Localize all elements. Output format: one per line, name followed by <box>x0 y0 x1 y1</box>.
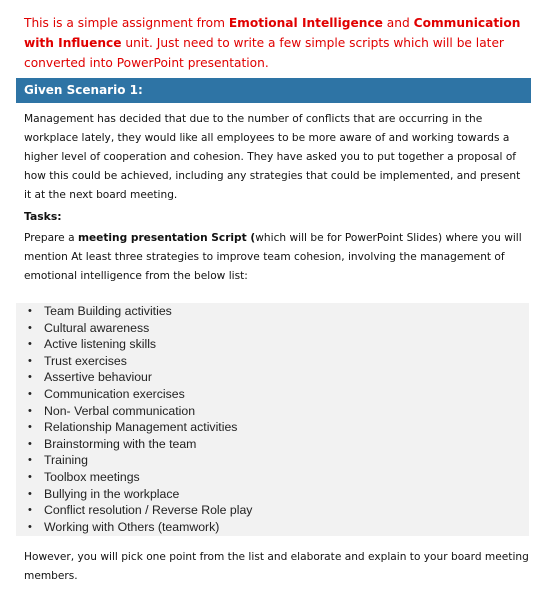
bullet-dot-icon: • <box>28 470 32 483</box>
bullet-dot-icon: • <box>28 305 32 317</box>
list-item-label: Trust exercises <box>44 353 127 368</box>
list-item <box>16 320 252 337</box>
list-item-label: Non- Verbal communication <box>44 403 196 418</box>
list-item <box>16 502 252 519</box>
intro-text-3: unit. Just need to write a few simple scripts which will be later converted into PowerPoint presentation. <box>24 36 504 70</box>
intro-bold-emotional-intelligence: Emotional Intelligence <box>228 16 383 30</box>
list-item <box>16 519 252 536</box>
tasks-suffix: which will be for PowerPoint Slides) where you will mention At least three strategies to improve team cohesion, involving the management of emotional intelligence from the below list: <box>24 232 522 282</box>
list-item-label: Toolbox meetings <box>44 469 140 484</box>
list-item <box>16 303 252 320</box>
bullet-dot-icon: • <box>28 404 32 417</box>
list-item <box>16 403 252 420</box>
list-item-label: Cultural awareness <box>44 320 150 335</box>
bullet-dot-icon: • <box>28 354 32 367</box>
strategy-list <box>16 303 252 535</box>
tasks-heading: Tasks: <box>24 210 62 223</box>
bullet-dot-icon: • <box>28 371 32 384</box>
list-item-label: Brainstorming with the team <box>44 436 197 451</box>
bullet-dot-icon: • <box>28 454 32 467</box>
bullet-dot-icon: • <box>28 387 32 400</box>
bullet-dot-icon: • <box>28 421 32 434</box>
assignment-intro <box>24 13 539 73</box>
bullet-dot-icon: • <box>28 504 32 517</box>
list-item-label: Assertive behaviour <box>44 370 152 385</box>
bullet-dot-icon: • <box>28 321 32 334</box>
list-item <box>16 386 252 403</box>
list-item-label: Training <box>44 453 88 468</box>
tasks-bold-script: meeting presentation Script ( <box>77 232 256 244</box>
list-item-label: Relationship Management activities <box>44 420 238 435</box>
list-item-label: Team Building activities <box>44 304 172 318</box>
list-item <box>16 436 252 453</box>
bullet-dot-icon: • <box>28 437 32 450</box>
list-item <box>16 336 252 353</box>
list-item <box>16 452 252 469</box>
list-item <box>16 369 252 386</box>
bullet-dot-icon: • <box>28 520 32 533</box>
list-item-label: Conflict resolution / Reverse Role play <box>44 503 253 518</box>
list-item <box>16 469 252 486</box>
list-item <box>16 353 252 370</box>
scenario-heading-banner: Given Scenario 1: <box>16 78 531 103</box>
intro-bold-communication: Communication with Influence <box>24 16 521 50</box>
intro-text-2: and <box>382 16 414 30</box>
bullet-dot-icon: • <box>28 487 32 500</box>
bullet-dot-icon: • <box>28 338 32 351</box>
list-item-label: Communication exercises <box>44 386 185 401</box>
list-item <box>16 419 252 436</box>
list-item-label: Working with Others (teamwork) <box>44 519 220 534</box>
list-item <box>16 486 252 503</box>
list-item-label: Active listening skills <box>44 337 157 352</box>
scenario-description: Management has decided that due to the number of conflicts that are occurring in the workplace lately, they would like all employees to be more aware of and working towards a higher level of cooperation and cohesion. They have asked you to put together a proposal of how this could be achieved, including any strategies that could be implemented, and present it at the next board meeting. <box>24 113 521 201</box>
list-item-label: Bullying in the workplace <box>44 486 180 501</box>
closing-instruction: However, you will pick one point from the list and elaborate and explain to your board meeting members. <box>24 551 529 582</box>
tasks-prefix: Prepare a <box>24 232 78 244</box>
tasks-body <box>24 229 534 286</box>
strategy-list-box <box>16 303 529 536</box>
intro-text-1: This is a simple assignment from <box>24 16 229 30</box>
